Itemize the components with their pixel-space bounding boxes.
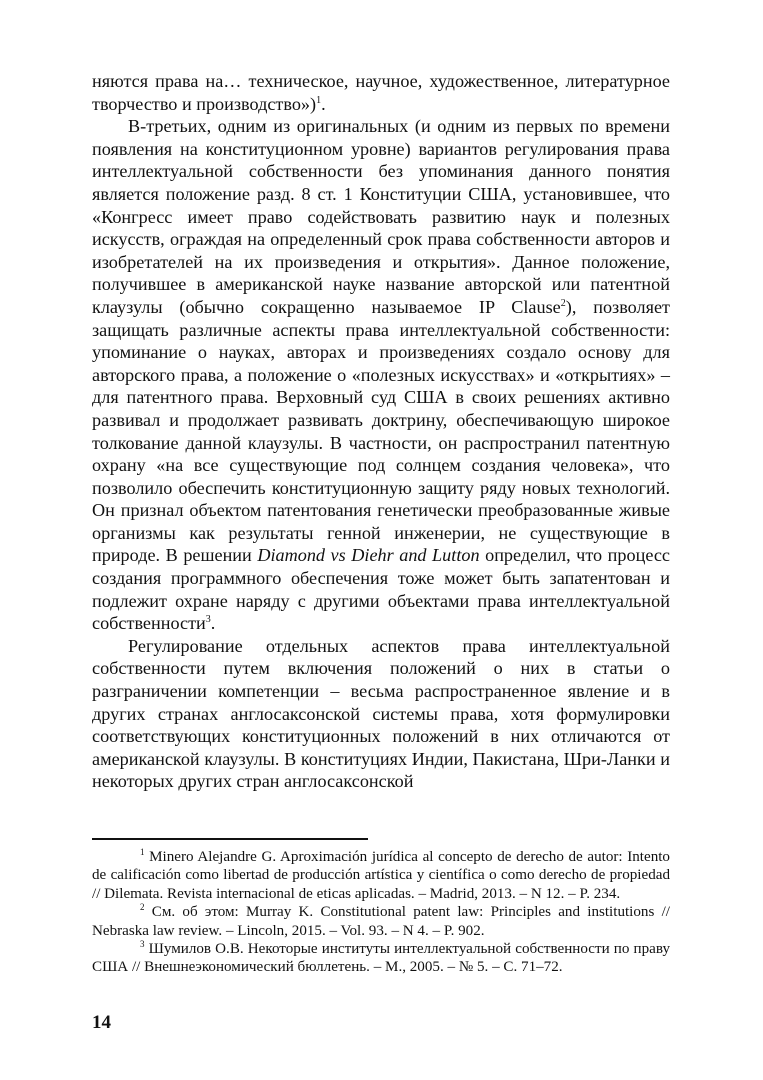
footnote-3 [92,940,670,977]
page-number: 14 [92,1012,111,1033]
main-text [92,70,670,793]
footnote-number: 3 [140,939,145,949]
punctuation: . [321,93,326,114]
paragraph-text: В-третьих, одним из оригинальных (и одним из первых по времени появления на конституционном уровне) вариантов регулирования права интеллектуальной собственности без упоминания данного понятия является положение разд. 8 ст. 1 Конституции США, установившее, что «Конгресс имеет право содействовать развитию наук и полезных искусств, ограждая на определенный срок права собственности авторов и изобретателей на их произведения и открытия». Данное положение, получившее в американской науке название авторской или патентной клаузулы (обычно сокращенно называемое IP Clause [92,116,670,317]
case-name: Diamond vs Diehr and Lutton [257,545,480,566]
footnote-text: См. об этом: Murray K. Constitutional patent law: Principles and institutions // Nebraska law review. – Lincoln, 2015. – Vol. 93. – N 4. – P. 902. [92,904,670,939]
paragraph-2 [92,115,670,635]
footnote-divider [92,838,368,840]
footnotes [92,848,670,977]
punctuation: . [210,613,216,634]
footnote-ref[interactable]: 1 [316,94,322,106]
footnote-ref[interactable]: 2 [560,297,566,309]
paragraph-text: определил, что процесс создания программного обеспечения тоже может быть запатентован и подлежит охране наряду с другими объектами права интеллектуальной собственности [92,545,670,634]
footnote-ref[interactable]: 3 [205,614,211,626]
paragraph-text: няются права на… техническое, научное, художественное, литературное творчество и производство») [92,71,670,114]
footnote-text: Шумилов О.В. Некоторые институты интеллектуальной собственности по праву США // Внешнеэкономический бюллетень. – М., 2005. – № 5. – С. 71–72. [92,941,670,976]
footnote-2 [92,903,670,940]
paragraph-text: ), позволяет защищать различные аспекты права интеллектуальной собственности: упоминание о науках, авторах и произведениях создало основу для авторского права, а положение о «полезных искусствах» и «открытиях» – для патентного права. Верховный суд США в своих решениях активно развивал и продолжает развивать доктрину, обеспечивающую широкое толкование данной клаузулы. В частности, он распространил патентную охрану «на все существующие под солнцем создания человека», что позволило обеспечить конституционную защиту ряду новых технологий. Он признал объектом патентования генетически преобразованные живые организмы как результаты генной инженерии, не существующие в природе. В решении [92,296,671,566]
paragraph-3 [92,635,670,793]
paragraph-1 [92,70,670,115]
footnote-number: 1 [140,846,145,857]
footnote-text: Minero Alejandre G. Aproximación jurídica al concepto de derecho de autor: Intento de calificación como libertad de producción artística y científica o como derecho de propiedad // Dilemata. Revista internacional de eticas aplicadas. – Madrid, 2013. – N 12. – P. 234. [92,849,670,902]
paragraph-text: Регулирование отдельных аспектов права интеллектуальной собственности путем включения положений о них в статьи о разграничении компетенции – весьма распространенное явление и в других странах англосаксонской системы права, хотя формулировки соответствующих конституционных положений в них отличаются от американской клаузулы. В конституциях Индии, Пакистана, Шри-Ланки и некоторых других стран англосаксонской [92,635,670,792]
footnote-1 [92,848,670,903]
footnote-number: 2 [140,902,145,913]
